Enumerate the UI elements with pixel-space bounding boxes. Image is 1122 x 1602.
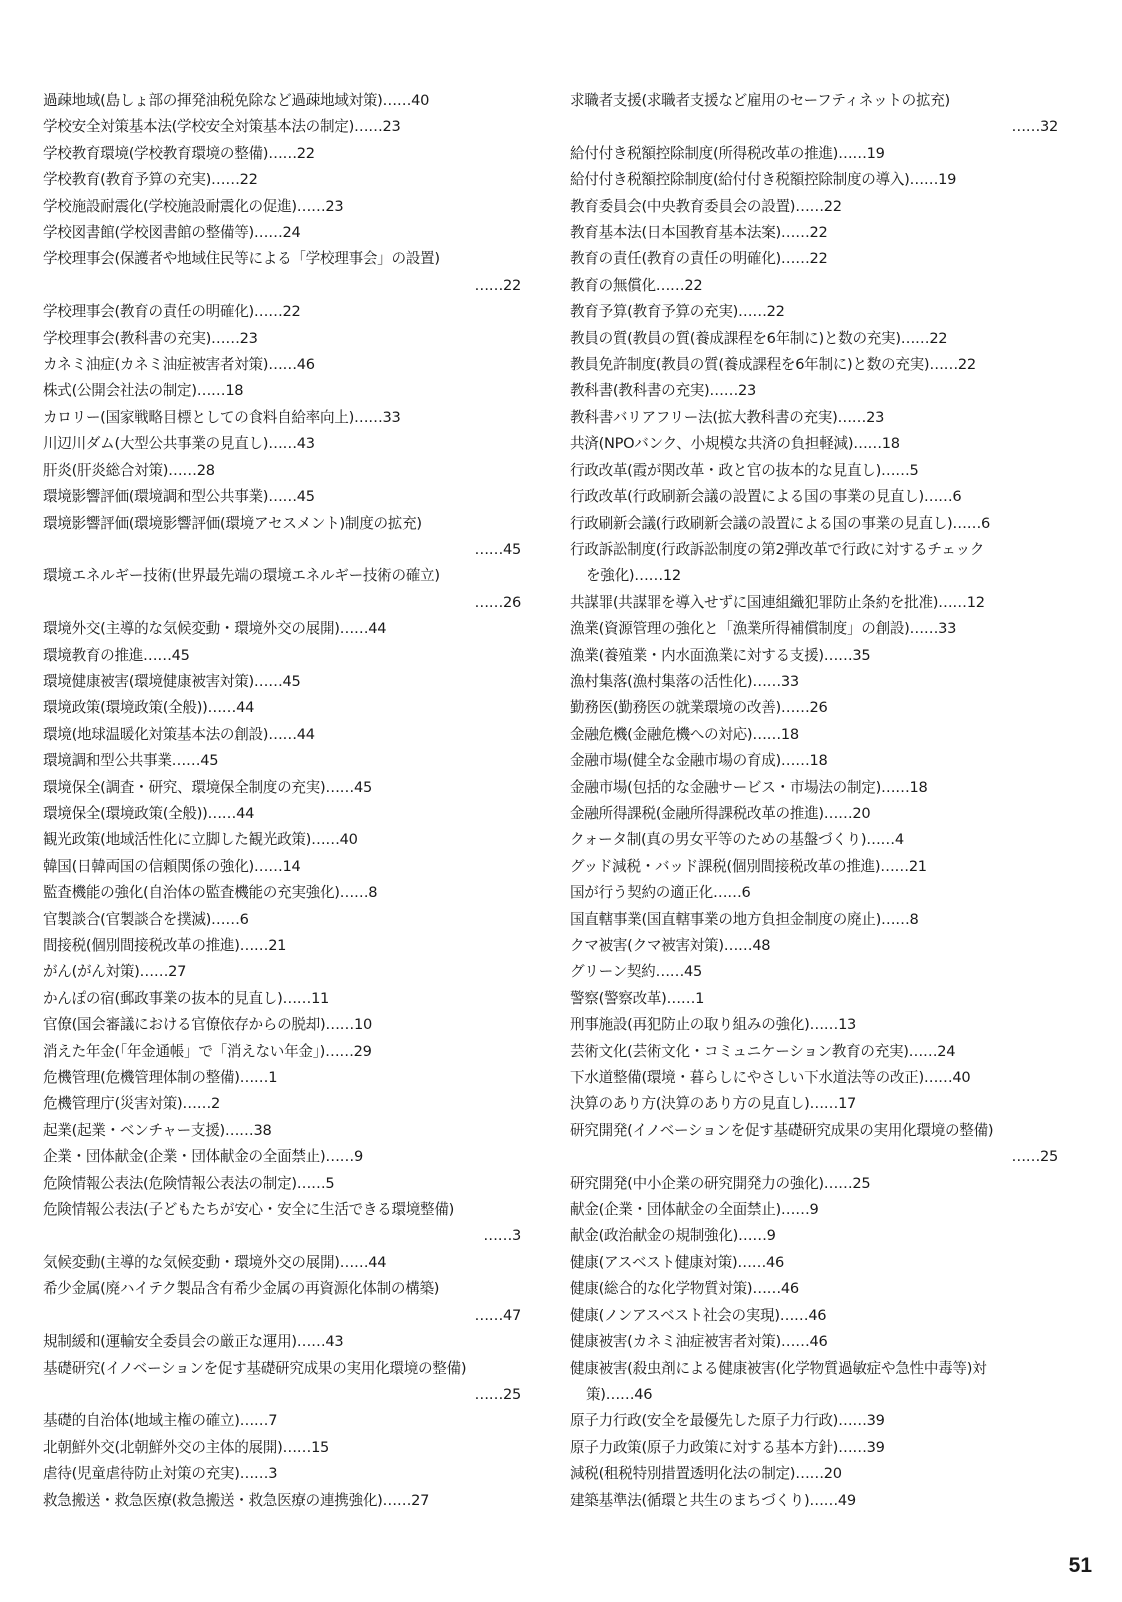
index-entry-text: 行政改革(霞が関改革・政と官の抜本的な見直し)……5	[570, 461, 919, 479]
index-entry	[43, 1065, 521, 1091]
index-entry	[570, 1250, 1058, 1276]
index-entry	[570, 194, 1058, 220]
index-entry-text: 川辺川ダム(大型公共事業の見直し)……43	[43, 435, 315, 453]
index-entry-text: 芸術文化(芸術文化・コミュニケーション教育の充実)……24	[570, 1042, 956, 1060]
index-entry	[570, 1329, 1058, 1355]
index-entry	[43, 643, 521, 669]
index-entry-text: 教員免許制度(教員の質(養成課程を6年制に)と数の充実)……22	[570, 356, 976, 374]
index-entry-text: 韓国(日韓両国の信頼関係の強化)……14	[43, 857, 301, 875]
index-entry-text: 規制緩和(運輸安全委員会の厳正な運用)……43	[43, 1333, 344, 1351]
index-entry-text: グッド減税・バッド課税(個別間接税改革の推進)……21	[570, 857, 927, 875]
index-entry-text: 教育予算(教育予算の充実)……22	[570, 303, 785, 321]
index-entry-text: 共謀罪(共謀罪を導入せずに国連組織犯罪防止条約を批准)……12	[570, 593, 985, 611]
index-entry-text: 株式(公開会社法の制定)……18	[43, 382, 244, 400]
index-entry-text: 虐待(児童虐待防止対策の充実)……3	[43, 1465, 278, 1483]
index-entry-text: 教員の質(教員の質(養成課程を6年制に)と数の充実)……22	[570, 329, 948, 347]
index-entry	[43, 326, 521, 352]
index-entry	[43, 854, 521, 880]
index-entry-text: 学校安全対策基本法(学校安全対策基本法の制定)……23	[43, 118, 401, 136]
index-entry	[43, 880, 521, 906]
index-entry-continuation: を強化)……12	[586, 567, 681, 585]
index-entry-text: 原子力政策(原子力政策に対する基本方針)……39	[570, 1438, 885, 1456]
index-entry-text: 勤務医(勤務医の就業環境の改善)……26	[570, 699, 828, 717]
index-entry-text: 給付付き税額控除制度(所得税改革の推進)……19	[570, 144, 885, 162]
index-entry-continuation: ……22	[474, 276, 521, 294]
index-entry	[570, 1039, 1058, 1065]
index-entry-continuation: ……3	[483, 1227, 521, 1245]
index-entry	[43, 722, 521, 748]
index-entry	[43, 1488, 521, 1514]
index-entry-text: 官製談合(官製談合を撲滅)……6	[43, 910, 249, 928]
index-entry-text: 健康被害(殺虫剤による健康被害(化学物質過敏症や急性中毒等)対	[570, 1359, 987, 1377]
index-entry	[43, 1408, 521, 1434]
index-entry	[43, 167, 521, 193]
index-entry-text: 環境(地球温暖化対策基本法の創設)……44	[43, 725, 315, 743]
index-entry-text: 環境影響評価(環境影響評価(環境アセスメント)制度の拡充)	[43, 514, 422, 532]
index-entry	[570, 141, 1058, 167]
index-entry-continuation: ……47	[474, 1306, 521, 1324]
index-entry	[43, 1091, 521, 1117]
index-entry	[570, 352, 1058, 378]
index-entry-text: 下水道整備(環境・暮らしにやさしい下水道法等の改正)……40	[570, 1069, 971, 1087]
index-entry-text: 学校教育環境(学校教育環境の整備)……22	[43, 144, 315, 162]
index-entry-text: 献金(企業・団体献金の全面禁止)……9	[570, 1201, 819, 1219]
index-entry	[43, 1435, 521, 1461]
index-entry	[570, 907, 1058, 933]
index-entry	[570, 378, 1058, 404]
index-entry	[570, 1303, 1058, 1329]
index-entry-text: 健康(アスベスト健康対策)……46	[570, 1253, 784, 1271]
index-entry-text: 教育の責任(教育の責任の明確化)……22	[570, 250, 828, 268]
index-entry	[570, 1408, 1058, 1434]
index-entry-continuation: ……26	[474, 593, 521, 611]
index-entry	[570, 1223, 1058, 1249]
index-entry	[570, 880, 1058, 906]
index-entry	[570, 616, 1058, 642]
index-entry-text: 漁業(養殖業・内水面漁業に対する支援)……35	[570, 646, 871, 664]
index-entry	[570, 1197, 1058, 1223]
index-entry	[43, 246, 521, 299]
index-entry-text: 金融所得課税(金融所得課税改革の推進)……20	[570, 804, 871, 822]
index-entry	[43, 669, 521, 695]
page-number: 51	[1068, 1554, 1092, 1577]
index-entry-text: 教科書バリアフリー法(拡大教科書の充実)……23	[570, 408, 885, 426]
index-entry-text: 環境健康被害(環境健康被害対策)……45	[43, 672, 301, 690]
index-entry-text: 国が行う契約の適正化……6	[570, 884, 751, 902]
index-entry	[43, 141, 521, 167]
index-entry-text: 危険情報公表法(子どもたちが安心・安全に生活できる環境整備)	[43, 1201, 455, 1219]
index-entry	[570, 431, 1058, 457]
index-entry	[570, 273, 1058, 299]
index-entry-continuation: ……45	[474, 540, 521, 558]
index-entry	[43, 1197, 521, 1250]
index-entry-text: 環境影響評価(環境調和型公共事業)……45	[43, 488, 315, 506]
index-entry	[43, 1461, 521, 1487]
index-entry-text: 教科書(教科書の充実)……23	[570, 382, 756, 400]
index-entry	[43, 431, 521, 457]
index-entry	[570, 1171, 1058, 1197]
index-entry	[43, 907, 521, 933]
index-entry-text: 健康(総合的な化学物質対策)……46	[570, 1280, 799, 1298]
index-entry-text: 官僚(国会審議における官僚依存からの脱却)……10	[43, 1016, 372, 1034]
index-entry-text: 金融市場(包括的な金融サービス・市場法の制定)……18	[570, 778, 928, 796]
index-entry-text: 金融危機(金融危機への対応)……18	[570, 725, 799, 743]
index-entry	[43, 933, 521, 959]
index-entry-text: 環境外交(主導的な気候変動・環境外交の展開)……44	[43, 620, 387, 638]
index-entry-text: クォータ制(真の男女平等のための基盤づくり)……4	[570, 831, 904, 849]
index-entry-text: 過疎地域(島しょ部の揮発油税免除など過疎地域対策)……40	[43, 92, 430, 109]
index-entry-text: 健康(ノンアスベスト社会の実現)……46	[570, 1306, 827, 1324]
index-entry-text: 行政訴訟制度(行政訴訟制度の第2弾改革で行政に対するチェック	[570, 540, 985, 558]
index-entry-text: 行政刷新会議(行政刷新会議の設置による国の事業の見直し)……6	[570, 514, 990, 532]
index-entry	[570, 405, 1058, 431]
index-entry	[43, 511, 521, 564]
index-entry	[43, 827, 521, 853]
index-entry-text: 消えた年金(「年金通帳」で「消えない年金」)……29	[43, 1042, 372, 1060]
index-entry-text: 教育の無償化……22	[570, 276, 703, 294]
index-entry	[570, 748, 1058, 774]
index-entry	[570, 669, 1058, 695]
index-entry-text: 研究開発(イノベーションを促す基礎研究成果の実用化環境の整備)	[570, 1121, 994, 1139]
index-entry	[570, 801, 1058, 827]
index-entry	[43, 458, 521, 484]
index-entry	[43, 1250, 521, 1276]
index-entry-continuation: ……25	[1011, 1148, 1058, 1166]
index-entry-text: グリーン契約……45	[570, 963, 703, 981]
index-entry	[43, 748, 521, 774]
index-entry-text: 危機管理(危機管理体制の整備)……1	[43, 1069, 278, 1087]
index-entry-text: 環境政策(環境政策(全般))……44	[43, 699, 255, 717]
index-entry	[43, 775, 521, 801]
index-entry	[43, 405, 521, 431]
index-entry	[43, 801, 521, 827]
index-entry-text: 給付付き税額控除制度(給付付き税額控除制度の導入)……19	[570, 171, 957, 189]
index-entry	[43, 220, 521, 246]
index-entry	[570, 167, 1058, 193]
index-entry-text: 漁業(資源管理の強化と「漁業所得補償制度」の創設)……33	[570, 620, 957, 638]
index-entry-text: 危険情報公表法(危険情報公表法の制定)……5	[43, 1174, 335, 1192]
index-entry	[570, 1012, 1058, 1038]
index-entry-text: カネミ油症(カネミ油症被害者対策)……46	[43, 356, 315, 374]
index-entry-text: 教育委員会(中央教育委員会の設置)……22	[570, 197, 842, 215]
index-entry-text: かんぽの宿(郵政事業の抜本的見直し)……11	[43, 989, 330, 1007]
index-entry	[570, 1435, 1058, 1461]
index-entry-text: 間接税(個別間接税改革の推進)……21	[43, 937, 287, 954]
index-entry-text: クマ被害(クマ被害対策)……48	[570, 937, 771, 954]
index-entry	[570, 986, 1058, 1012]
index-entry-continuation: 策)……46	[586, 1385, 653, 1403]
index-entry	[43, 484, 521, 510]
index-entry	[43, 616, 521, 642]
index-entry-text: 学校教育(教育予算の充実)……22	[43, 171, 258, 189]
index-entry-continuation: ……25	[474, 1385, 521, 1403]
index-entry-text: 金融市場(健全な金融市場の育成)……18	[570, 752, 828, 770]
index-entry	[43, 1276, 521, 1329]
index-entry	[570, 1356, 1058, 1409]
index-entry-text: 企業・団体献金(企業・団体献金の全面禁止)……9	[43, 1148, 363, 1166]
index-entry-text: 学校理事会(教科書の充実)……23	[43, 329, 258, 347]
index-entry-continuation: ……32	[1011, 118, 1058, 136]
index-entry	[43, 114, 521, 140]
index-entry	[570, 299, 1058, 325]
index-entry	[43, 378, 521, 404]
index-entry	[570, 695, 1058, 721]
index-entry	[570, 1091, 1058, 1117]
index-entry	[43, 986, 521, 1012]
index-entry	[570, 827, 1058, 853]
index-entry-text: がん(がん対策)……27	[43, 963, 187, 981]
index-entry-text: 原子力行政(安全を最優先した原子力行政)……39	[570, 1412, 885, 1430]
index-entry	[570, 1461, 1058, 1487]
index-entry-text: 肝炎(肝炎総合対策)……28	[43, 461, 215, 479]
index-column-left	[43, 88, 521, 1514]
index-entry-text: 国直轄事業(国直轄事業の地方負担金制度の廃止)……8	[570, 910, 919, 928]
index-entry-text: 北朝鮮外交(北朝鮮外交の主体的展開)……15	[43, 1438, 330, 1456]
index-entry	[570, 590, 1058, 616]
index-entry	[570, 933, 1058, 959]
index-entry	[43, 194, 521, 220]
index-entry	[43, 959, 521, 985]
index-entry	[570, 246, 1058, 272]
index-entry	[570, 1065, 1058, 1091]
index-entry	[570, 326, 1058, 352]
index-entry	[43, 1329, 521, 1355]
index-entry-text: 基礎研究(イノベーションを促す基礎研究成果の実用化環境の整備)	[43, 1359, 467, 1377]
index-entry-text: 研究開発(中小企業の研究開発力の強化)……25	[570, 1174, 871, 1192]
index-entry-text: 健康被害(カネミ油症被害者対策)……46	[570, 1333, 828, 1351]
index-entry-text: 刑事施設(再犯防止の取り組みの強化)……13	[570, 1016, 857, 1034]
index-entry-text: 建築基準法(循環と共生のまちづくり)……49	[570, 1491, 856, 1509]
index-entry	[570, 484, 1058, 510]
index-entry-text: 起業(起業・ベンチャー支援)……38	[43, 1121, 272, 1139]
index-entry-text: 減税(租税特別措置透明化法の制定)……20	[570, 1465, 842, 1483]
index-entry-text: 環境教育の推進……45	[43, 646, 190, 664]
index-entry	[570, 1488, 1058, 1514]
index-entry	[570, 959, 1058, 985]
index-entry-text: 環境調和型公共事業……45	[43, 752, 219, 770]
index-entry-text: 学校理事会(保護者や地域住民等による「学校理事会」の設置)	[43, 250, 440, 268]
index-entry-text: カロリー(国家戦略目標としての食料自給率向上)……33	[43, 408, 401, 426]
index-entry	[570, 537, 1058, 590]
index-entry-text: 救急搬送・救急医療(救急搬送・救急医療の連携強化)……27	[43, 1491, 430, 1509]
index-entry	[570, 458, 1058, 484]
index-entry	[43, 88, 521, 114]
index-entry-text: 漁村集落(漁村集落の活性化)……33	[570, 672, 799, 690]
index-entry-text: 危機管理庁(災害対策)……2	[43, 1095, 221, 1113]
index-entry	[570, 1118, 1058, 1171]
index-entry	[570, 88, 1058, 141]
index-entry-text: 監査機能の強化(自治体の監査機能の充実強化)……8	[43, 884, 378, 902]
index-entry-text: 教育基本法(日本国教育基本法案)……22	[570, 224, 828, 242]
index-entry-text: 気候変動(主導的な気候変動・環境外交の展開)……44	[43, 1253, 387, 1271]
index-entry	[43, 1171, 521, 1197]
index-entry	[43, 1356, 521, 1409]
index-entry-text: 警察(警察改革)……1	[570, 989, 705, 1007]
index-entry-text: 行政改革(行政刷新会議の設置による国の事業の見直し)……6	[570, 488, 962, 506]
index-entry-text: 環境保全(調査・研究、環境保全制度の充実)……45	[43, 778, 372, 796]
index-entry	[570, 511, 1058, 537]
index-entry-text: 学校図書館(学校図書館の整備等)……24	[43, 224, 301, 242]
index-entry-text: 希少金属(廃ハイテク製品含有希少金属の再資源化体制の構築)	[43, 1280, 440, 1298]
index-entry	[570, 775, 1058, 801]
index-entry-text: 献金(政治献金の規制強化)……9	[570, 1227, 776, 1245]
index-entry	[570, 1276, 1058, 1302]
index-entry-text: 基礎的自治体(地域主権の確立)……7	[43, 1412, 278, 1430]
index-entry	[43, 1039, 521, 1065]
index-entry-text: 共済(NPOバンク、小規模な共済の負担軽減)……18	[570, 435, 900, 453]
index-entry-text: 環境エネルギー技術(世界最先端の環境エネルギー技術の確立)	[43, 567, 440, 585]
index-entry	[43, 1118, 521, 1144]
index-entry	[43, 1012, 521, 1038]
index-entry-text: 求職者支援(求職者支援など雇用のセーフティネットの拡充)	[570, 92, 950, 109]
index-entry	[43, 299, 521, 325]
index-entry	[43, 1144, 521, 1170]
index-entry-text: 観光政策(地域活性化に立脚した観光政策)……40	[43, 831, 358, 849]
index-entry	[43, 563, 521, 616]
index-entry-text: 学校理事会(教育の責任の明確化)……22	[43, 303, 301, 321]
index-entry-text: 決算のあり方(決算のあり方の見直し)……17	[570, 1095, 857, 1113]
index-entry	[570, 722, 1058, 748]
index-entry	[570, 854, 1058, 880]
index-entry-text: 環境保全(環境政策(全般))……44	[43, 804, 255, 822]
index-entry-text: 学校施設耐震化(学校施設耐震化の促進)……23	[43, 197, 344, 215]
index-entry	[570, 643, 1058, 669]
index-entry	[570, 220, 1058, 246]
index-entry	[43, 352, 521, 378]
index-column-right	[570, 88, 1058, 1514]
index-entry	[43, 695, 521, 721]
